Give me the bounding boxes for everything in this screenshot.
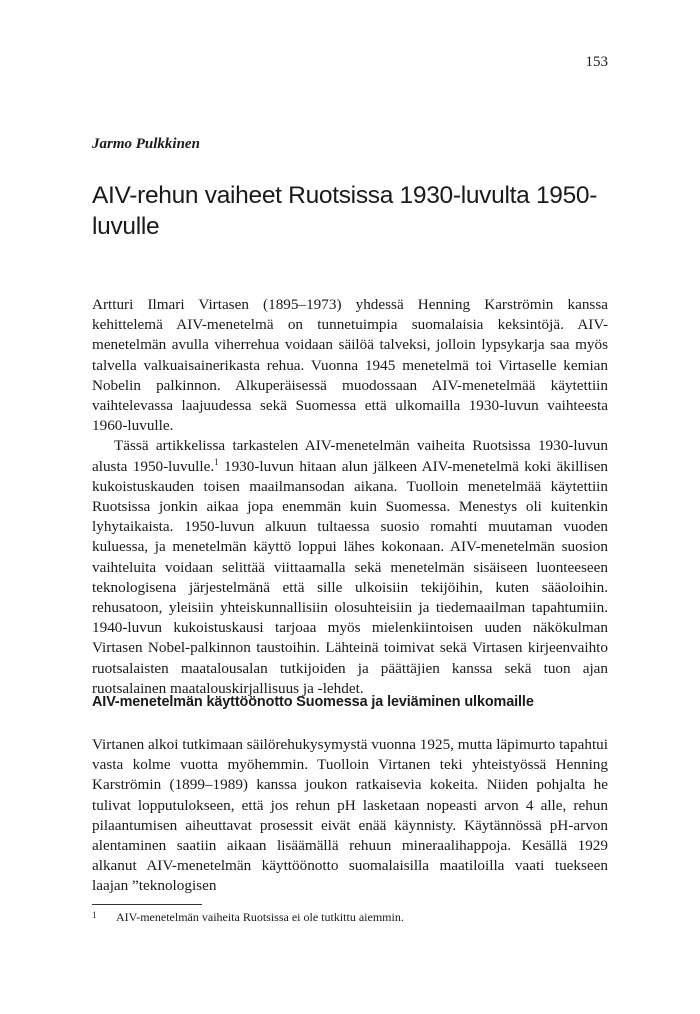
footnote-divider (92, 904, 202, 905)
footnote-text: AIV-menetelmän vaiheita Ruotsissa ei ole tutkittu aiemmin. (116, 910, 404, 924)
paragraph-overview-rest: 1930-luvun hitaan alun jälkeen AIV-menetelmä koki äkillisen kukoistuskauden toisen maailmansodan aikana. Tuolloin menetelmää käytettiin Ruotsissa jonkin aikaa jopa enemmän kuin Suomessa. Menestys oli kuitenkin lyhytaikaista. 1950-luvun alkuun tultaessa suosio romahti muutaman vuoden kuluessa, ja menetelmän käyttö loppui lähes kokonaan. AIV-menetelmän suosion vaihteluita voidaan selittää viittaamalla sekä menetelmän sisäiseen luonteeseen teknologisena järjestelmänä että sille ulkoisiin tekijöihin, kuten sääoloihin. rehusatoon, yleisiin yhteiskunnallisiin olosuhteisiin ja tiedemaailman tapahtumiin. 1940-luvun kukoistuskausi tarjoaa myös mielenkiintoisen uuden näkökulman Virtasen Nobel-palkinnon taustoihin. Lähteinä toimivat sekä Virtasen kirjeenvaihto ruotsalaisten maatalousalan tutkijoiden ja päättäjien kanssa sekä tuon ajan ruotsalainen maatalouskirjallisuus ja -lehdet. (92, 457, 608, 697)
section-heading: AIV-menetelmän käyttöönotto Suomessa ja leviäminen ulkomaille (92, 694, 534, 710)
footnote-reference: 1 (214, 456, 219, 467)
paragraph-overview-start: Tässä artikkelissa tarkastelen AIV-menetelmän vaiheita Ruotsissa 1930-luvun alusta 1950-luvulle. (92, 437, 608, 475)
paragraph-section-1: Virtanen alkoi tutkimaan säilörehukysymystä vuonna 1925, mutta läpimurto tapahtui vasta kolme vuotta myöhemmin. Tuolloin Virtanen teki yhteistyössä Henning Karströmin (1899–1989) kanssa joukon ratkaisevia kokeita. Niiden pohjalta he tulivat lopputulokseen, että jos rehun pH lasketaan nopeasti arvon 4 alle, rehun pilaantumisen aiheuttavat prosessit eivät enää käynnisty. Käytännössä pH-arvon alentaminen saatiin aikaan lisäämällä rehuun mineraalihappoja. Kesällä 1929 alkanut AIV-menetelmän käyttöönotto suomalaisilla maatiloilla vaati tuekseen laajan ”teknologisen (92, 736, 608, 895)
article-title: AIV-rehun vaiheet Ruotsissa 1930-luvulta 1950-luvulle (92, 182, 598, 240)
paragraph-overview (92, 436, 608, 699)
author-name: Jarmo Pulkkinen (92, 136, 200, 152)
intro-section (92, 295, 608, 699)
section-body (92, 735, 608, 897)
footnote (92, 910, 404, 925)
paragraph-intro: Artturi Ilmari Virtasen (1895–1973) yhdessä Henning Karströmin kanssa kehittelemä AIV-menetelmä on tunnetuimpia suomalaisia keksintöjä. AIV-menetelmän avulla viherrehua voidaan säilöä talveksi, jolloin lypsykarja saa myös talvella valkuaisainerikasta rehua. Vuonna 1945 menetelmä toi Virtaselle kemian Nobelin palkinnon. Alkuperäisessä muodossaan AIV-menetelmää käytettiin vaihtelevassa laajuudessa sekä Suomessa että ulkomailla 1930-luvun vaihteesta 1960-luvulle. (92, 296, 608, 435)
footnote-mark: 1 (92, 910, 97, 920)
page-number: 153 (585, 54, 608, 70)
